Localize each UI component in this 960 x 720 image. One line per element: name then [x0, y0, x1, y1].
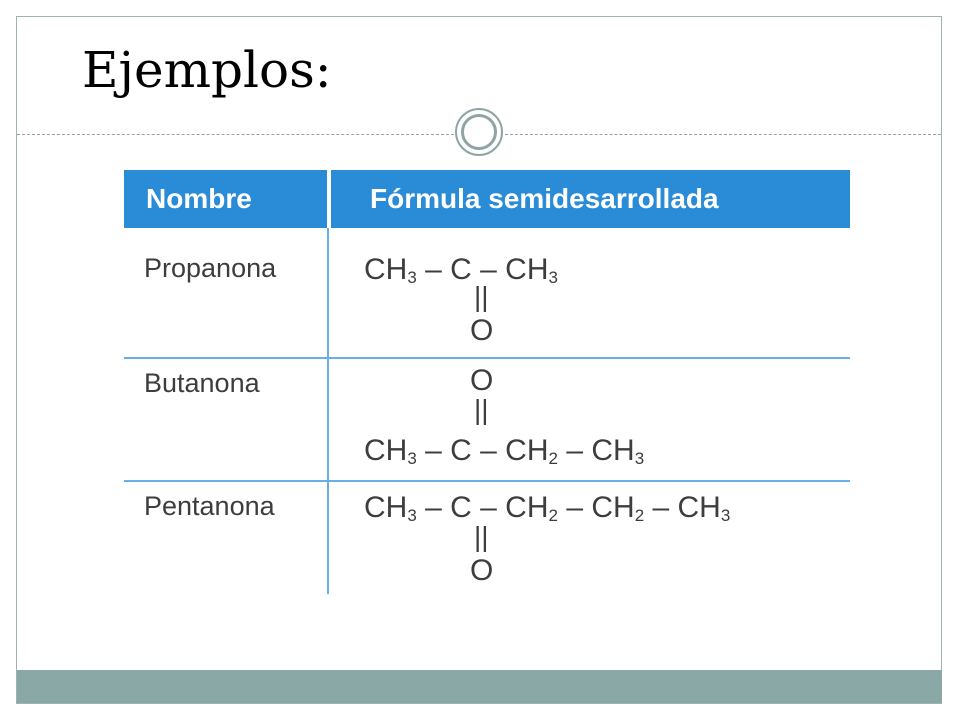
- column-divider: [327, 170, 329, 594]
- compound-name: Pentanona: [144, 491, 275, 521]
- header-formula: Fórmula semidesarrollada: [370, 183, 719, 214]
- compound-name: Propanona: [144, 253, 277, 283]
- row-divider: [124, 357, 850, 359]
- header-name: Nombre: [146, 183, 252, 214]
- slide-title: Ejemplos:: [82, 41, 332, 99]
- double-bond: ||: [474, 521, 489, 552]
- oxygen-atom: O: [470, 314, 494, 347]
- table-header: [124, 170, 850, 228]
- circle-ornament-icon: [455, 108, 503, 156]
- oxygen-atom: O: [470, 364, 494, 397]
- footer-bar: [17, 670, 942, 703]
- title-divider-right: [500, 134, 941, 135]
- header-column-gap: [327, 170, 331, 228]
- row-divider: [124, 480, 850, 482]
- formula-chain: $CH_3$ – C – $CH_2 - CH_2 - CH_3$: [364, 491, 731, 525]
- title-divider-left: [17, 134, 459, 135]
- formula-chain: $CH_3$ – C – $CH_3$: [364, 253, 558, 287]
- compound-name: Butanona: [144, 368, 260, 398]
- double-bond: ||: [474, 394, 489, 425]
- double-bond: ||: [474, 281, 489, 312]
- ketone-table: [124, 170, 850, 594]
- oxygen-atom: O: [470, 554, 494, 587]
- formula-chain: $CH_3$ – C – $CH_2 - CH_3$: [364, 434, 645, 468]
